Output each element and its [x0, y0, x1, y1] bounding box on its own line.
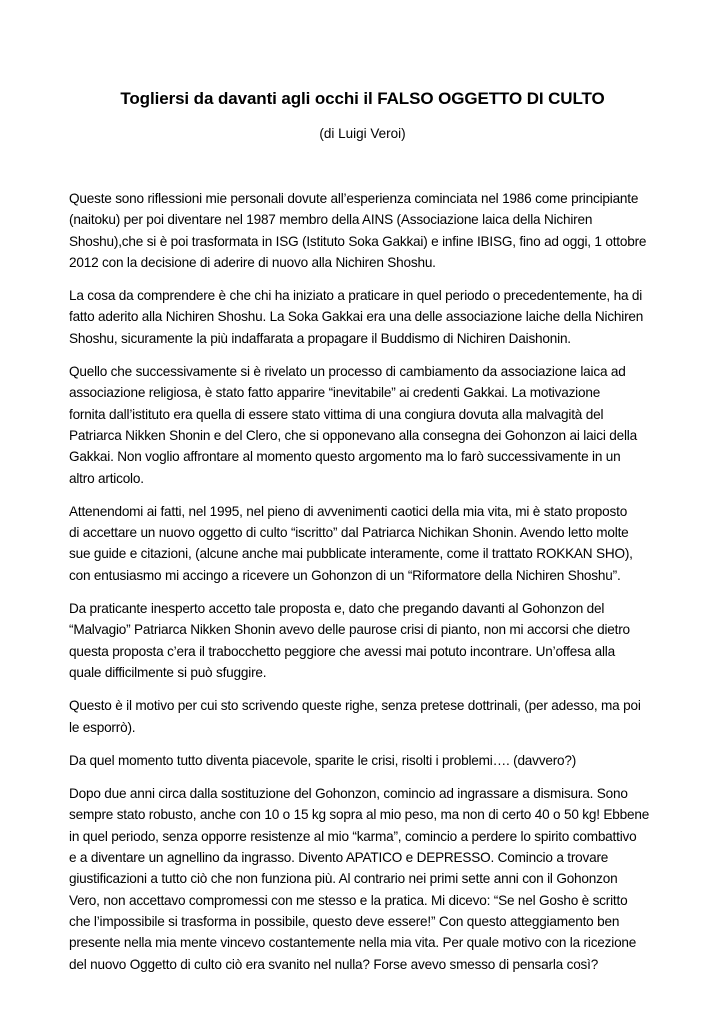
paragraph-line: e a diventare un agnellino da ingrasso. Divento APATICO e DEPRESSO. Comincio a trovare	[69, 850, 609, 866]
paragraph-8	[69, 783, 661, 975]
paragraph-line: sempre stato robusto, anche con 10 o 15 kg sopra al mio peso, ma non di certo 40 o 50 kg! Ebbene	[69, 807, 650, 823]
paragraph-line: Vero, non accettavo compromessi con me stesso e la pratica. Mi dicevo: “Se nel Gosho è scritto	[69, 892, 628, 908]
paragraph-5	[69, 598, 661, 683]
paragraph-line: Questo è il motivo per cui sto scrivendo queste righe, senza pretese dottrinali, (per adesso, ma poi	[69, 698, 641, 714]
paragraph-line: Shoshu, sicuramente la più indaffarata a propagare il Buddismo di Nichiren Daishonin.	[69, 330, 571, 346]
document-body	[69, 188, 661, 987]
document-title: Togliersi da davanti agli occhi il FALSO OGGETTO DI CULTO	[120, 89, 605, 108]
paragraph-line: 2012 con la decisione di aderire di nuovo alla Nichiren Shoshu.	[69, 254, 436, 270]
paragraph-line: sue guide e citazioni, (alcune anche mai pubblicate interamente, come il trattato ROKKAN SHO),	[69, 546, 633, 562]
paragraph-line: questa proposta c’era il trabocchetto peggiore che avessi mai potuto incontrare. Un’offesa alla	[69, 643, 615, 659]
paragraph-line: presente nella mia mente vincevo costantemente nella mia vita. Per quale motivo con la ricezione	[69, 935, 637, 951]
paragraph-1	[69, 188, 661, 273]
paragraph-line: associazione religiosa, è stato fatto apparire “inevitabile” ai credenti Gakkai. La motivazione	[69, 385, 601, 401]
paragraph-line: in quel periodo, senza opporre resistenze al mio “karma”, comincio a perdere lo spirito combattivo	[69, 828, 637, 844]
paragraph-line: altro articolo.	[69, 470, 144, 486]
paragraph-line: giustificazioni a tutto ciò che non funziona più. Al contrario nei primi sette anni con il Gohonzon	[69, 871, 618, 887]
paragraph-6	[69, 695, 661, 738]
paragraph-line: fornita dall’istituto era quella di essere stato vittima di una congiura dovuta alla malvagità del	[69, 406, 604, 422]
paragraph-line: Dopo due anni circa dalla sostituzione del Gohonzon, comincio ad ingrassare a dismisura. Sono	[69, 786, 628, 802]
paragraph-line: Da praticante inesperto accetto tale proposta e, dato che pregando davanti al Gohonzon del	[69, 601, 605, 617]
paragraph-2	[69, 285, 661, 349]
paragraph-line: Quello che successivamente si è rivelato un processo di cambiamento da associazione laica ad	[69, 364, 626, 380]
paragraph-line: di accettare un nuovo oggetto di culto “iscritto” dal Patriarca Nichikan Shonin. Avendo letto molte	[69, 525, 629, 541]
paragraph-line: con entusiasmo mi accingo a ricevere un Gohonzon di un “Riformatore della Nichiren Shoshu”.	[69, 567, 621, 583]
paragraph-line: Gakkai. Non voglio affrontare al momento questo argomento ma lo farò successivamente in un	[69, 449, 621, 465]
paragraph-line: Shoshu),che si è poi trasformata in ISG (Istituto Soka Gakkai) e infine IBISG, fino ad oggi, 1 ottobre	[69, 233, 647, 249]
paragraph-line: La cosa da comprendere è che chi ha iniziato a praticare in quel periodo o precedentemente, ha di	[69, 288, 643, 304]
paragraph-line: Attenendomi ai fatti, nel 1995, nel pieno di avvenimenti caotici della mia vita, mi è stato proposto	[69, 503, 628, 519]
paragraph-line: quale difficilmente si può sfuggire.	[69, 664, 267, 680]
paragraph-line: “Malvagio” Patriarca Nikken Shonin avevo delle paurose crisi di pianto, non mi accorsi che dietro	[69, 622, 630, 638]
paragraph-line: Patriarca Nikken Shonin e del Clero, che si opponevano alla consegna dei Gohonzon ai laici della	[69, 427, 637, 443]
paragraph-line: Da quel momento tutto diventa piacevole, sparite le crisi, risolti i problemi…. (davvero?)	[69, 752, 577, 768]
paragraph-line: fatto aderito alla Nichiren Shoshu. La Soka Gakkai era una delle associazione laiche della Nichiren	[69, 309, 644, 325]
paragraph-3	[69, 361, 661, 489]
paragraph-line: le esporrò).	[69, 719, 136, 735]
paragraph-4	[69, 501, 661, 586]
paragraph-line: (naitoku) per poi diventare nel 1987 membro della AINS (Associazione laica della Nichiren	[69, 212, 593, 228]
paragraph-line: che l’impossibile si trasforma in possibile, questo deve essere!” Con questo atteggiamento ben	[69, 913, 620, 929]
paragraph-line: Queste sono riflessioni mie personali dovute all’esperienza cominciata nel 1986 come principiante	[69, 191, 639, 206]
paragraph-7	[69, 750, 661, 771]
document-byline: (di Luigi Veroi)	[319, 126, 406, 141]
paragraph-line: del nuovo Oggetto di culto ciò era svanito nel nulla? Forse avevo smesso di pensarla così?	[69, 956, 599, 972]
